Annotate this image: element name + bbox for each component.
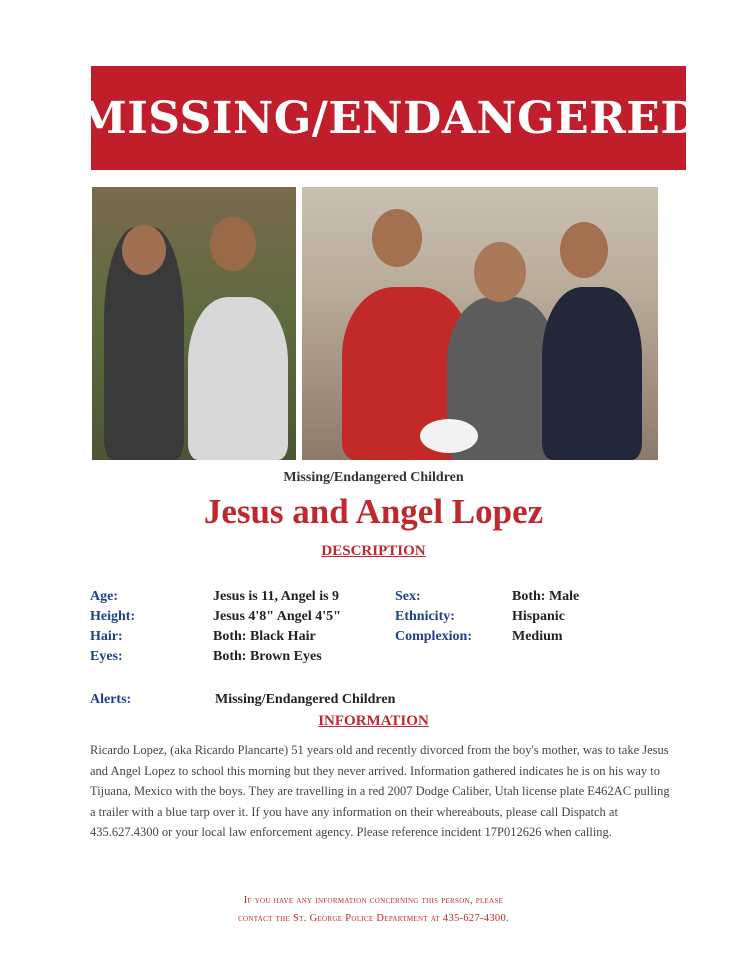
ethnicity-label: Ethnicity: xyxy=(395,609,455,624)
information-paragraph: Ricardo Lopez, (aka Ricardo Plancarte) 51 years old and recently divorced from the boy's mother, was to take Jesus and Angel Lopez to school this morning but they never arrived. Information gathered indicates he is on his way to Tijuana, Mexico with the boys. They are travelling in a red 2007 Dodge Caliber, Utah license plate E462AC pulling a trailer with a blue tarp over it. If you have any information on their whereabouts, please call Dispatch at 435.627.4300 or your local law enforcement agency. Please reference incident 17P012626 when calling. xyxy=(90,743,670,839)
complexion-label: Complexion: xyxy=(395,629,472,644)
caption: Missing/Endangered Children xyxy=(283,470,464,485)
complexion-value: Medium xyxy=(512,629,563,644)
children-names: Jesus and Angel Lopez xyxy=(203,492,544,531)
sex-value: Both: Male xyxy=(512,589,580,604)
boy-face-left xyxy=(122,225,166,275)
boy-face-red xyxy=(372,209,422,267)
information-heading: INFORMATION xyxy=(318,713,429,729)
footer-line-1: If you have any information concerning this person, please xyxy=(243,895,504,906)
eyes-value: Both: Brown Eyes xyxy=(213,649,322,664)
banner-title: MISSING/ENDANGERED xyxy=(78,92,699,144)
ethnicity-value: Hispanic xyxy=(512,609,565,624)
boy-face-navy xyxy=(560,222,608,278)
height-label: Height: xyxy=(90,609,136,624)
age-label: Age: xyxy=(90,589,118,604)
boy-navy-shirt xyxy=(542,287,642,460)
photo-family-with-cake xyxy=(302,187,658,460)
sex-label: Sex: xyxy=(395,589,421,604)
boy-shirt-right xyxy=(188,297,288,460)
hair-value: Both: Black Hair xyxy=(213,629,316,644)
description-heading: DESCRIPTION xyxy=(321,543,426,559)
footer-line-2: contact the St. George Police Department at 435-627-4300. xyxy=(238,913,509,924)
eyes-label: Eyes: xyxy=(90,649,123,664)
man-face xyxy=(474,242,526,302)
height-value: Jesus 4'8" Angel 4'5" xyxy=(213,609,341,624)
boy-face-right xyxy=(210,217,256,271)
hair-label: Hair: xyxy=(90,629,123,644)
age-value: Jesus is 11, Angel is 9 xyxy=(213,589,340,604)
alerts-label: Alerts: xyxy=(90,692,132,707)
contact-footer xyxy=(0,892,747,928)
cake xyxy=(420,419,478,453)
photo-two-boys-outdoors xyxy=(92,187,296,460)
alerts-value: Missing/Endangered Children xyxy=(215,692,396,707)
missing-endangered-banner xyxy=(78,66,699,170)
